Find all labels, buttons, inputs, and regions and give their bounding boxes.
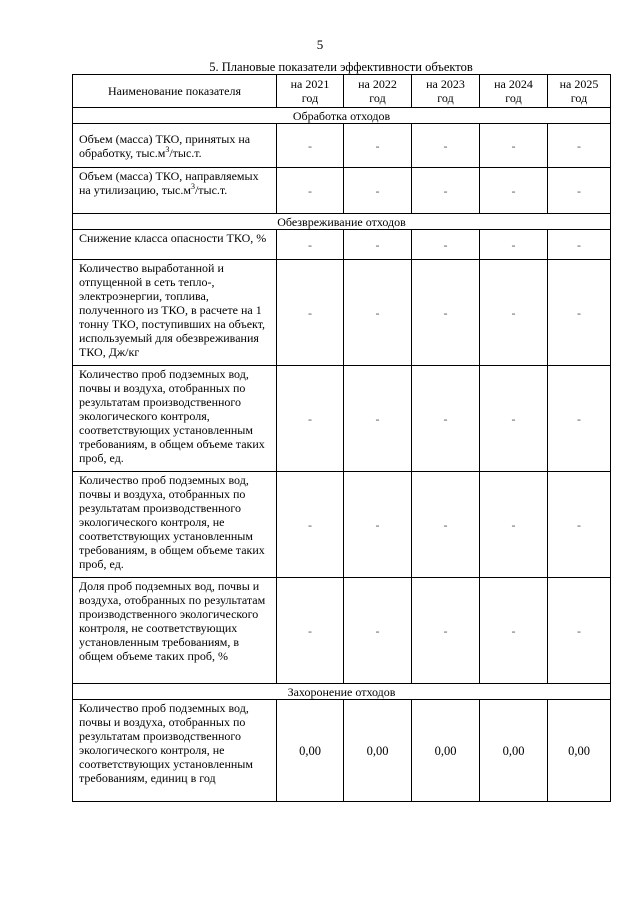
- indicator-name: Количество проб подземных вод, почвы и воздуха, отобранных по результатам производственного экологического контроля, не соответствующих установленным требованиям, единиц в год: [73, 700, 277, 802]
- value-2023: -: [412, 366, 480, 472]
- value-2024: -: [480, 472, 548, 578]
- indicator-name-unit: /тыс.т.: [169, 145, 202, 160]
- section-title-disposal: Захоронение отходов: [73, 684, 611, 700]
- header-year-2021: [277, 75, 344, 108]
- header-year-2022: [344, 75, 412, 108]
- indicator-name-text: Объем (масса) ТКО, принятых на обработку, тыс.м: [79, 131, 251, 160]
- value-2022: 0,00: [344, 700, 412, 802]
- value-2023: -: [412, 472, 480, 578]
- value-2025: -: [548, 260, 611, 366]
- value-2025: -: [548, 230, 611, 260]
- superscript: 3: [190, 182, 195, 191]
- value-2023: -: [412, 168, 480, 214]
- superscript: 3: [165, 144, 170, 154]
- section-row: [73, 108, 611, 124]
- value-2025: -: [548, 472, 611, 578]
- indicator-name: Количество выработанной и отпущенной в сеть тепло-, электроэнергии, топлива, полученного из ТКО, в расчете на 1 тонну ТКО, поступивших на объект, используемый для обезвреживания ТКО, Дж/кг: [73, 260, 277, 366]
- table-row: [73, 700, 611, 802]
- header-year-label: на 2021: [290, 77, 330, 91]
- header-year-label: на 2023: [426, 77, 465, 91]
- table-row: [73, 472, 611, 578]
- section-row: [73, 684, 611, 700]
- indicator-name: Количество проб подземных вод, почвы и воздуха, отобранных по результатам производственного экологического контроля, не соответствующих установленным требованиям, в общем объеме таких проб, ед.: [73, 472, 277, 578]
- value-2025: -: [548, 168, 611, 214]
- value-2025: -: [548, 124, 611, 168]
- value-2024: -: [480, 366, 548, 472]
- value-2025: -: [548, 366, 611, 472]
- value-2023: -: [412, 124, 480, 168]
- table-row: [73, 124, 611, 168]
- value-2024: -: [480, 168, 548, 214]
- value-2021: -: [277, 366, 344, 472]
- indicator-name: Количество проб подземных вод, почвы и воздуха, отобранных по результатам производственного экологического контроля, соответствующих установленным требованиям, в общем объеме таких проб, ед.: [73, 366, 277, 472]
- header-year-2025: [548, 75, 611, 108]
- header-year-label: на 2022: [358, 77, 397, 91]
- value-2022: -: [344, 472, 412, 578]
- header-year-2024: [480, 75, 548, 108]
- value-2024: -: [480, 230, 548, 260]
- table-row: [73, 168, 611, 214]
- value-2021: -: [277, 472, 344, 578]
- value-2024: -: [480, 124, 548, 168]
- header-year-2023: [412, 75, 480, 108]
- table-caption: 5. Плановые показатели эффективности объектов: [209, 60, 473, 74]
- indicator-name: Доля проб подземных вод, почвы и воздуха, отобранных по результатам производственного экологического контроля, не соответствующих установленным требованиям, в общем объеме таких проб, %: [73, 578, 277, 684]
- value-2022: -: [344, 230, 412, 260]
- indicator-name: [73, 168, 277, 214]
- value-2024: -: [480, 578, 548, 684]
- section-row: [73, 214, 611, 230]
- value-2022: -: [344, 366, 412, 472]
- value-2022: -: [344, 168, 412, 214]
- indicator-name-text: Объем (масса) ТКО, направляемых на утилизацию, тыс.м: [79, 169, 259, 197]
- table-header-row: [73, 75, 611, 108]
- value-2024: -: [480, 260, 548, 366]
- indicator-name-unit: /тыс.т.: [194, 183, 228, 197]
- value-2021: -: [277, 260, 344, 366]
- value-2021: -: [277, 578, 344, 684]
- value-2022: -: [344, 260, 412, 366]
- page-number: 5: [316, 37, 324, 52]
- header-year-label: на 2024: [494, 77, 533, 91]
- header-year-unit: год: [301, 91, 319, 105]
- value-2023: -: [412, 260, 480, 366]
- table-row: [73, 230, 611, 260]
- table-row: [73, 366, 611, 472]
- table-row: [73, 578, 611, 684]
- value-2025: 0,00: [548, 700, 611, 802]
- header-year-label: на 2025: [559, 77, 599, 91]
- header-year-unit: год: [369, 91, 386, 105]
- value-2021: -: [277, 168, 344, 214]
- value-2023: -: [412, 578, 480, 684]
- table-row: [73, 260, 611, 366]
- header-indicator-name: Наименование показателя: [73, 75, 277, 108]
- value-2021: 0,00: [277, 700, 344, 802]
- performance-indicators-table: [72, 74, 611, 802]
- value-2021: -: [277, 230, 344, 260]
- value-2022: -: [344, 578, 412, 684]
- value-2022: -: [344, 124, 412, 168]
- header-year-unit: год: [437, 91, 454, 105]
- value-2025: -: [548, 578, 611, 684]
- section-title-processing: Обработка отходов: [73, 108, 611, 124]
- indicator-name: [73, 124, 277, 168]
- value-2021: -: [277, 124, 344, 168]
- indicator-name: Снижение класса опасности ТКО, %: [73, 230, 277, 260]
- value-2023: -: [412, 230, 480, 260]
- header-year-unit: год: [505, 91, 522, 105]
- value-2024: 0,00: [480, 700, 548, 802]
- section-title-neutralization: Обезвреживание отходов: [73, 214, 611, 230]
- header-year-unit: год: [570, 91, 588, 105]
- value-2023: 0,00: [412, 700, 480, 802]
